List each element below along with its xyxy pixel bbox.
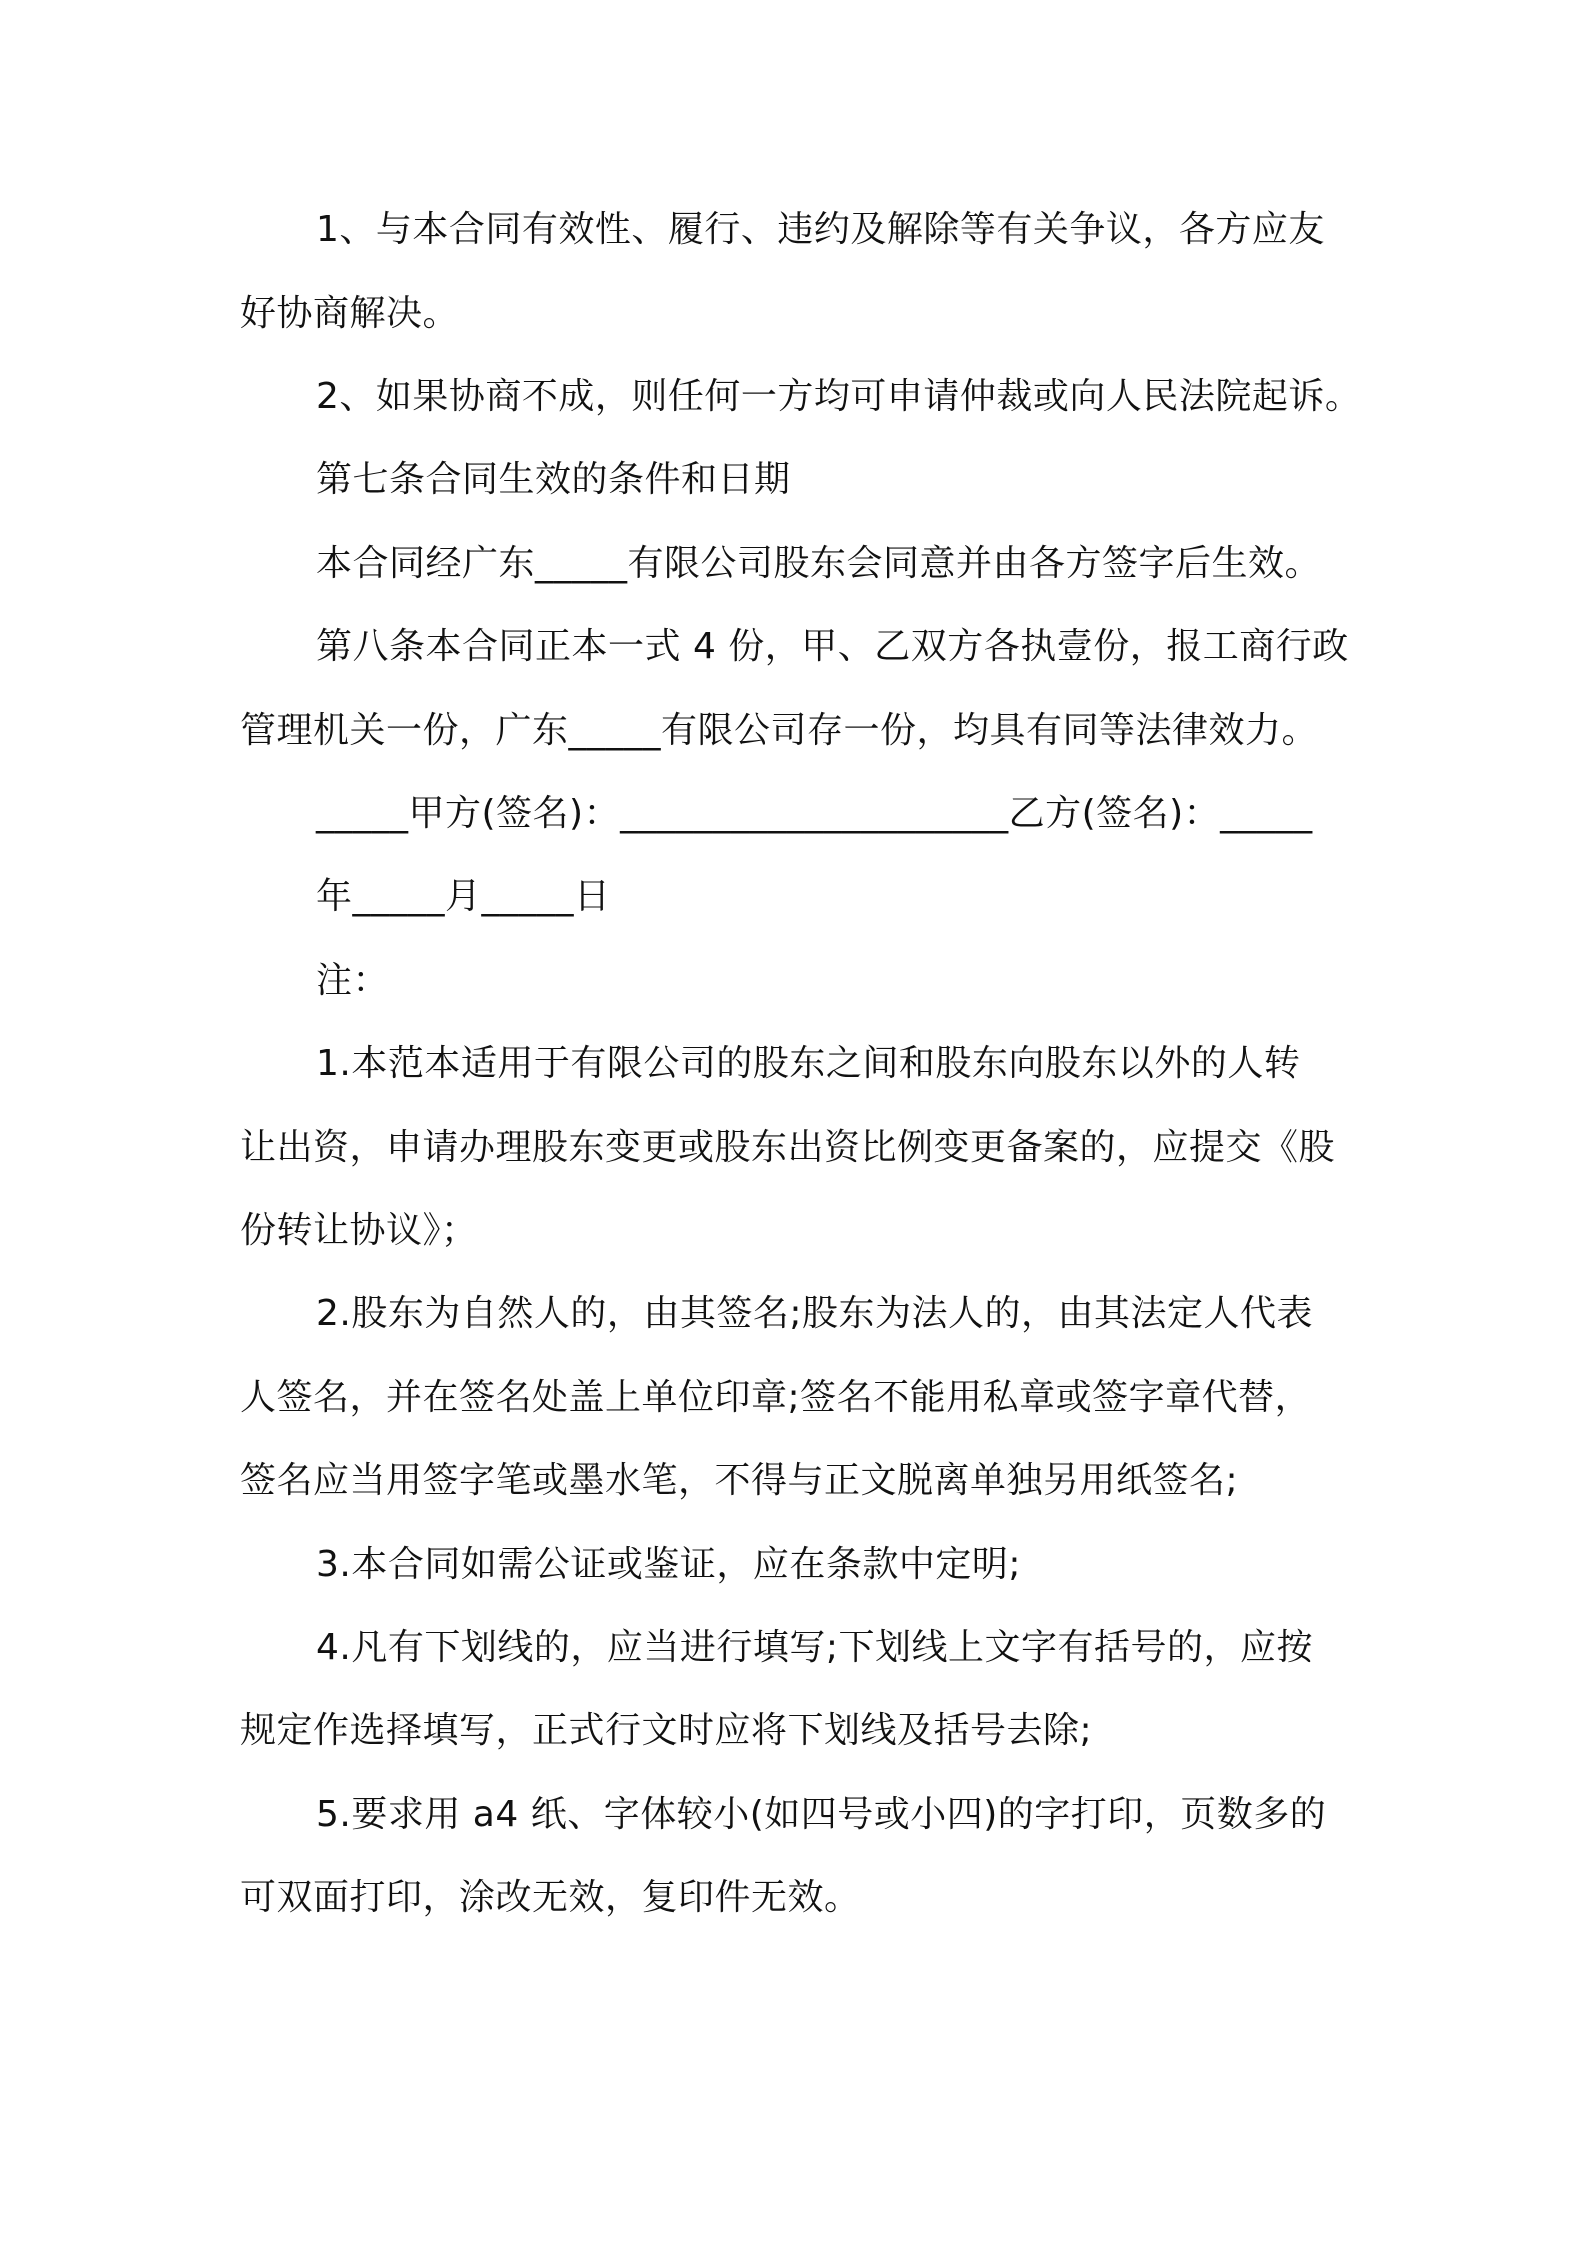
clause-7-body: 本合同经广东_____有限公司股东会同意并由各方签字后生效。 — [316, 543, 1322, 584]
note-2-line-3: 签名应当用签字笔或墨水笔，不得与正文脱离单独另用纸签名; — [240, 1460, 1239, 1501]
clause-7-heading: 第七条合同生效的条件和日期 — [316, 459, 791, 500]
clause-6-item-2: 2、如果协商不成，则任何一方均可申请仲裁或向人民法院起诉。 — [316, 376, 1362, 417]
date-line: 年_____月_____日 — [316, 876, 611, 917]
note-4-line-1: 4.凡有下划线的，应当进行填写;下划线上文字有括号的，应按 — [316, 1627, 1313, 1668]
clause-6-item-1-line-2: 好协商解决。 — [240, 293, 460, 334]
note-2-line-1: 2.股东为自然人的，由其签名;股东为法人的，由其法定人代表 — [316, 1293, 1313, 1334]
note-4-line-2: 规定作选择填写，正式行文时应将下划线及括号去除; — [240, 1710, 1093, 1751]
note-5-line-1: 5.要求用 a4 纸、字体较小(如四号或小四)的字打印，页数多的 — [316, 1794, 1327, 1835]
signature-line: _____甲方(签名)：_____________________乙方(签名)：_____ — [316, 793, 1313, 834]
clause-8-line-2: 管理机关一份，广东_____有限公司存一份，均具有同等法律效力。 — [240, 710, 1319, 751]
note-1-line-1: 1.本范本适用于有限公司的股东之间和股东向股东以外的人转 — [316, 1043, 1301, 1084]
note-1-line-3: 份转让协议》； — [240, 1210, 478, 1251]
note-1-line-2: 让出资，申请办理股东变更或股东出资比例变更备案的，应提交《股 — [240, 1127, 1336, 1168]
note-2-line-2: 人签名，并在签名处盖上单位印章;签名不能用私章或签字章代替， — [240, 1377, 1312, 1418]
note-5-line-2: 可双面打印，涂改无效，复印件无效。 — [240, 1877, 861, 1918]
clause-6-item-1-line-1: 1、与本合同有效性、履行、违约及解除等有关争议，各方应友 — [316, 209, 1325, 250]
note-3: 3.本合同如需公证或鉴证，应在条款中定明; — [316, 1544, 1021, 1585]
notes-heading: 注： — [316, 960, 390, 1001]
clause-8-line-1: 第八条本合同正本一式 4 份，甲、乙双方各执壹份，报工商行政 — [316, 626, 1349, 667]
